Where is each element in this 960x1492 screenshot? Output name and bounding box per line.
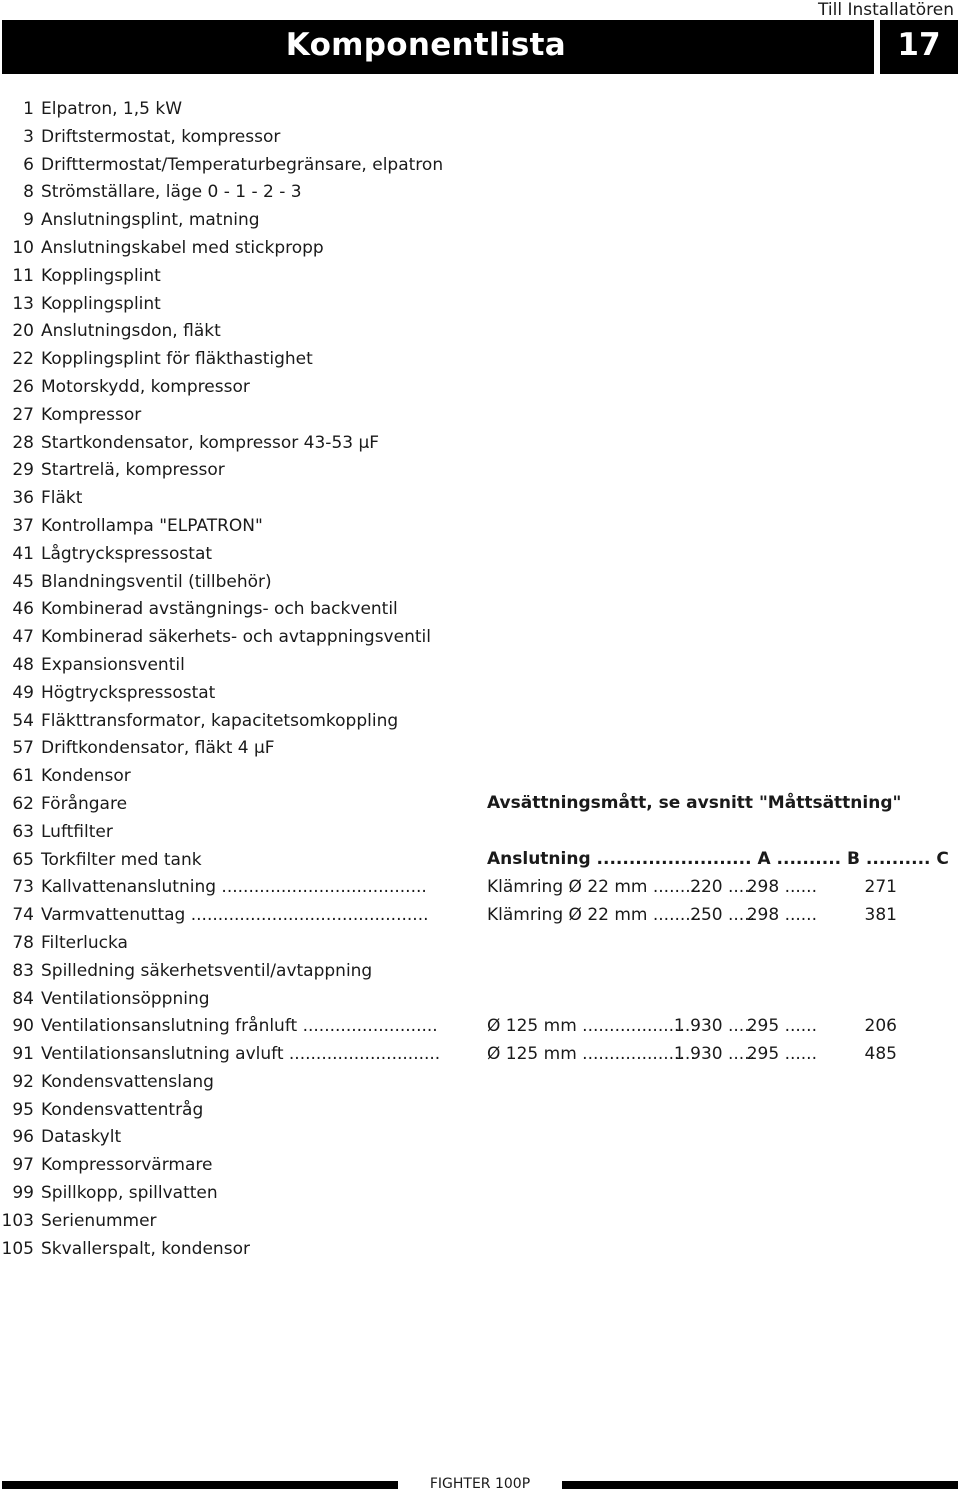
item-number: 99 bbox=[12, 1183, 34, 1204]
item-number: 22 bbox=[12, 349, 34, 370]
list-item bbox=[0, 569, 480, 597]
footer-bar-right bbox=[562, 1481, 958, 1489]
list-item bbox=[0, 958, 480, 986]
list-item bbox=[0, 1208, 480, 1236]
item-number: 65 bbox=[12, 849, 34, 870]
list-item bbox=[0, 207, 480, 235]
page-title: Komponentlista bbox=[285, 27, 566, 63]
component-list bbox=[0, 96, 480, 1263]
item-label: Förångare bbox=[41, 793, 128, 814]
item-label: Serienummer bbox=[41, 1210, 157, 1231]
measurement-header-row: Anslutning ........................ A .......... B .......... C bbox=[487, 849, 949, 869]
item-number: 91 bbox=[12, 1044, 34, 1065]
item-number: 37 bbox=[12, 515, 34, 536]
item-number: 27 bbox=[12, 404, 34, 425]
list-item bbox=[0, 291, 480, 319]
item-label: Motorskydd, kompressor bbox=[41, 376, 250, 397]
item-number: 83 bbox=[12, 960, 34, 981]
item-number: 57 bbox=[12, 738, 34, 759]
list-item bbox=[0, 402, 480, 430]
item-number: 26 bbox=[12, 376, 34, 397]
item-label: Skvallerspalt, kondensor bbox=[41, 1238, 250, 1259]
item-label: Kontrollampa "ELPATRON" bbox=[41, 515, 263, 536]
list-item bbox=[0, 819, 480, 847]
list-item bbox=[0, 1069, 480, 1097]
title-bar bbox=[2, 20, 874, 74]
list-item bbox=[0, 1013, 480, 1041]
item-number: 97 bbox=[12, 1155, 34, 1176]
list-item bbox=[0, 318, 480, 346]
item-number: 29 bbox=[12, 460, 34, 481]
item-number: 46 bbox=[12, 599, 34, 620]
list-item bbox=[0, 485, 480, 513]
measurement-conn: Klämring Ø 22 mm ......... bbox=[487, 905, 702, 925]
item-label: Kopplingsplint bbox=[41, 293, 161, 314]
item-number: 45 bbox=[12, 571, 34, 592]
item-number: 96 bbox=[12, 1127, 34, 1148]
list-item bbox=[0, 263, 480, 291]
measurement-row bbox=[487, 877, 907, 901]
item-label: Kombinerad säkerhets- och avtappningsventil bbox=[41, 627, 431, 648]
list-item bbox=[0, 1236, 480, 1264]
item-label: Spilledning säkerhetsventil/avtappning bbox=[41, 960, 373, 981]
item-label: Ventilationsanslutning frånluft ......................... bbox=[41, 1016, 438, 1037]
measurement-row bbox=[487, 1016, 907, 1040]
list-item bbox=[0, 179, 480, 207]
list-item bbox=[0, 735, 480, 763]
measurement-conn: Klämring Ø 22 mm ......... bbox=[487, 877, 702, 897]
item-label: Torkfilter med tank bbox=[41, 849, 202, 870]
measurement-a: 250 ..... bbox=[690, 905, 755, 925]
measurement-a: 1 930 ..... bbox=[673, 1016, 755, 1036]
measurement-b: 295 ...... bbox=[746, 1016, 817, 1036]
item-label: Driftstermostat, kompressor bbox=[41, 126, 281, 147]
list-item bbox=[0, 596, 480, 624]
page-number-box bbox=[880, 20, 958, 74]
item-label: Startrelä, kompressor bbox=[41, 460, 225, 481]
list-item bbox=[0, 96, 480, 124]
item-number: 41 bbox=[12, 543, 34, 564]
measurement-c: 271 bbox=[864, 877, 897, 897]
item-label: Anslutningskabel med stickpropp bbox=[41, 237, 324, 258]
measurement-c: 485 bbox=[864, 1044, 897, 1064]
list-item bbox=[0, 791, 480, 819]
item-number: 11 bbox=[12, 265, 34, 286]
item-number: 28 bbox=[12, 432, 34, 453]
list-item bbox=[0, 124, 480, 152]
item-number: 78 bbox=[12, 932, 34, 953]
item-label: Kondensvattenslang bbox=[41, 1071, 214, 1092]
item-number: 95 bbox=[12, 1099, 34, 1120]
list-item bbox=[0, 457, 480, 485]
item-number: 36 bbox=[12, 488, 34, 509]
measurement-conn: Ø 125 mm ..................... bbox=[487, 1016, 696, 1036]
item-number: 90 bbox=[12, 1016, 34, 1037]
item-number: 61 bbox=[12, 766, 34, 787]
list-item bbox=[0, 1097, 480, 1125]
item-label: Lågtryckspressostat bbox=[41, 543, 213, 564]
item-label: Ventilationsanslutning avluft ............................ bbox=[41, 1044, 441, 1065]
list-item bbox=[0, 513, 480, 541]
item-number: 62 bbox=[12, 793, 34, 814]
item-label: Filterlucka bbox=[41, 932, 128, 953]
item-number: 9 bbox=[23, 210, 34, 231]
measurement-b: 298 ...... bbox=[746, 877, 817, 897]
list-item bbox=[0, 541, 480, 569]
item-label: Driftkondensator, fläkt 4 μF bbox=[41, 738, 275, 759]
item-number: 92 bbox=[12, 1071, 34, 1092]
item-number: 1 bbox=[23, 99, 34, 119]
item-label: Blandningsventil (tillbehör) bbox=[41, 571, 272, 592]
measurement-a: 220 ..... bbox=[690, 877, 755, 897]
list-item bbox=[0, 680, 480, 708]
item-label: Kompressorvärmare bbox=[41, 1155, 213, 1176]
footer-model: FIGHTER 100P bbox=[429, 1476, 531, 1492]
measurement-a: 1 930 ..... bbox=[673, 1044, 755, 1064]
item-label: Anslutningsplint, matning bbox=[41, 210, 260, 231]
footer-bar-left bbox=[2, 1481, 398, 1489]
item-label: Spillkopp, spillvatten bbox=[41, 1183, 218, 1204]
item-label: Luftfilter bbox=[41, 821, 113, 842]
item-number: 20 bbox=[12, 321, 34, 342]
list-item bbox=[0, 346, 480, 374]
item-label: Högtryckspressostat bbox=[41, 682, 216, 703]
item-label: Kopplingsplint bbox=[41, 265, 161, 286]
list-item bbox=[0, 152, 480, 180]
item-number: 49 bbox=[12, 682, 34, 703]
item-label: Drifttermostat/Temperaturbegränsare, elpatron bbox=[41, 154, 444, 175]
item-number: 74 bbox=[12, 905, 34, 926]
list-item bbox=[0, 624, 480, 652]
item-label: Anslutningsdon, fläkt bbox=[41, 321, 221, 342]
item-number: 84 bbox=[12, 988, 34, 1009]
list-item bbox=[0, 986, 480, 1014]
measurement-row bbox=[487, 1044, 907, 1068]
item-number: 73 bbox=[12, 877, 34, 898]
list-item bbox=[0, 763, 480, 791]
item-number: 3 bbox=[23, 126, 34, 147]
measurement-row bbox=[487, 905, 907, 929]
list-item bbox=[0, 1180, 480, 1208]
item-number: 48 bbox=[12, 654, 34, 675]
item-label: Fläkttransformator, kapacitetsomkoppling bbox=[41, 710, 399, 731]
list-item bbox=[0, 902, 480, 930]
measurement-b: 295 ...... bbox=[746, 1044, 817, 1064]
item-label: Kondensor bbox=[41, 766, 131, 787]
item-number: 13 bbox=[12, 293, 34, 314]
list-item bbox=[0, 430, 480, 458]
measurement-c: 381 bbox=[864, 905, 897, 925]
item-label: Kombinerad avstängnings- och backventil bbox=[41, 599, 398, 620]
list-item bbox=[0, 930, 480, 958]
list-item bbox=[0, 874, 480, 902]
list-item bbox=[0, 235, 480, 263]
item-number: 105 bbox=[1, 1238, 34, 1259]
measurement-conn: Ø 125 mm ..................... bbox=[487, 1044, 696, 1064]
item-number: 54 bbox=[12, 710, 34, 731]
item-number: 47 bbox=[12, 627, 34, 648]
list-item bbox=[0, 374, 480, 402]
item-label: Kondensvattentråg bbox=[41, 1099, 204, 1120]
item-label: Kompressor bbox=[41, 404, 142, 425]
item-label: Varmvattenuttag ............................................ bbox=[41, 905, 429, 926]
measurement-b: 298 ...... bbox=[746, 905, 817, 925]
item-label: Startkondensator, kompressor 43-53 μF bbox=[41, 432, 380, 453]
list-item bbox=[0, 1124, 480, 1152]
section-label: Till Installatören bbox=[818, 0, 954, 20]
item-number: 6 bbox=[23, 154, 34, 175]
item-label: Fläkt bbox=[41, 488, 83, 509]
list-item bbox=[0, 652, 480, 680]
item-label: Ventilationsöppning bbox=[41, 988, 210, 1009]
item-number: 8 bbox=[23, 182, 34, 203]
item-label: Expansionsventil bbox=[41, 654, 185, 675]
item-number: 63 bbox=[12, 821, 34, 842]
measurement-c: 206 bbox=[864, 1016, 897, 1036]
item-label: Elpatron, 1,5 kW bbox=[41, 99, 183, 119]
item-number: 103 bbox=[1, 1210, 34, 1231]
measurement-heading: Avsättningsmått, se avsnitt "Måttsättning" bbox=[487, 793, 902, 813]
item-label: Kallvattenanslutning ...................................... bbox=[41, 877, 427, 898]
item-label: Dataskylt bbox=[41, 1127, 122, 1148]
page-number: 17 bbox=[897, 27, 941, 63]
list-item bbox=[0, 1041, 480, 1069]
list-item bbox=[0, 847, 480, 875]
list-item bbox=[0, 1152, 480, 1180]
item-label: Kopplingsplint för fläkthastighet bbox=[41, 349, 313, 370]
list-item bbox=[0, 708, 480, 736]
item-number: 10 bbox=[12, 237, 34, 258]
item-label: Strömställare, läge 0 - 1 - 2 - 3 bbox=[41, 182, 302, 203]
